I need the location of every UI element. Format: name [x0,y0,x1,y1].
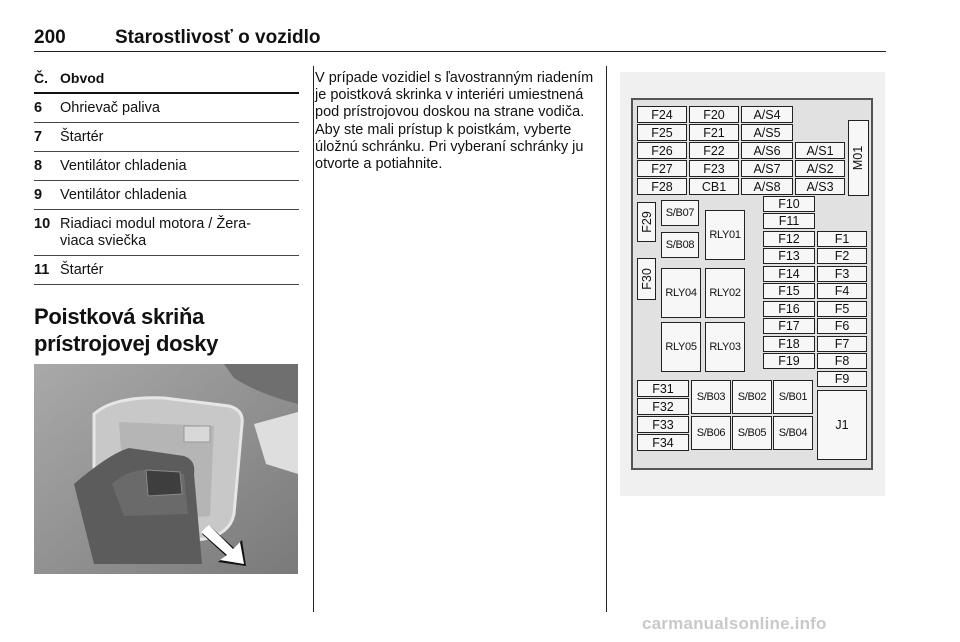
fuse-f27: F27 [637,160,687,177]
fuse-f7: F7 [817,336,867,352]
column-divider [606,66,607,612]
fuse-f25: F25 [637,124,687,141]
fuse-f5: F5 [817,301,867,317]
fuse-f15: F15 [763,283,815,299]
footer-watermark: carmanualsonline.info [642,614,827,633]
left-column [34,52,299,357]
fuse-panel [631,98,873,470]
relay-rly02: RLY02 [705,268,745,318]
glovebox-photo [34,364,298,574]
fuse-f11: F11 [763,213,815,229]
fuse-as4: A/S4 [741,106,793,123]
table-row [34,94,299,123]
fuse-sb03: S/B03 [691,380,731,414]
fuse-f19: F19 [763,353,815,369]
fuse-f10: F10 [763,196,815,212]
section-title: Poistková skriňa prístrojovej dosky [34,304,219,356]
fuse-f18: F18 [763,336,815,352]
fuse-f17: F17 [763,318,815,334]
fuse-f16: F16 [763,301,815,317]
relay-rly01: RLY01 [705,210,745,260]
fuse-as1: A/S1 [795,142,845,159]
fuse-sb06: S/B06 [691,416,731,450]
row-text: Ventilátor chladenia [60,187,187,203]
fuse-sb01: S/B01 [773,380,813,414]
fuse-m01-box [848,120,869,196]
column-divider [313,66,314,612]
table-row [34,152,299,181]
fuse-as2: A/S2 [795,160,845,177]
fuse-f20: F20 [689,106,739,123]
fuse-f9: F9 [817,371,867,387]
table-header-number: Č. [34,70,48,86]
fuse-f33: F33 [637,416,689,433]
fuse-as5: A/S5 [741,124,793,141]
row-text: Riadiaci modul motora / Žera-viaca sviečka [60,216,251,249]
table-row [34,181,299,210]
fuse-f6: F6 [817,318,867,334]
row-number: 8 [34,158,43,174]
row-text: Ohrievač paliva [60,100,160,116]
fuse-as6: A/S6 [741,142,793,159]
fuse-f34: F34 [637,434,689,451]
page-header-title: Starostlivosť o vozidlo [115,27,321,48]
fuse-f32: F32 [637,398,689,415]
fuse-f29: F29 [639,211,654,233]
fuse-m01: M01 [851,145,866,171]
fuse-sb05: S/B05 [732,416,772,450]
fuse-sb07: S/B07 [661,200,699,226]
row-number: 11 [34,262,50,278]
glovebox-illustration [34,364,298,574]
fuse-f22: F22 [689,142,739,159]
row-text: Štartér [60,262,104,278]
fuse-sb08: S/B08 [661,232,699,258]
fuse-box-diagram [620,72,885,496]
fuse-f29-box [637,202,656,242]
row-number: 9 [34,187,43,203]
fuse-f2: F2 [817,248,867,264]
fuse-as7: A/S7 [741,160,793,177]
fuse-f24: F24 [637,106,687,123]
table-row [34,123,299,152]
table-row [34,210,299,256]
connector-j1: J1 [817,390,867,460]
fuse-sb04: S/B04 [773,416,813,450]
fuse-f21: F21 [689,124,739,141]
fuse-f3: F3 [817,266,867,282]
fuse-f13: F13 [763,248,815,264]
fuse-f30: F30 [639,268,654,290]
row-number: 10 [34,216,51,232]
fuse-f1: F1 [817,231,867,247]
fuse-f12: F12 [763,231,815,247]
fuse-f4: F4 [817,283,867,299]
page-number: 200 [34,27,66,48]
fuse-f30-box [637,258,656,300]
fuse-as8: A/S8 [741,178,793,195]
row-text: Štartér [60,129,104,145]
row-number: 7 [34,129,43,145]
fuse-f8: F8 [817,353,867,369]
table-header-circuit: Obvod [60,70,105,86]
relay-rly05: RLY05 [661,322,701,372]
fuse-as3: A/S3 [795,178,845,195]
fuse-sb02: S/B02 [732,380,772,414]
table-row [34,256,299,285]
fuse-f26: F26 [637,142,687,159]
fuse-cb1: CB1 [689,178,739,195]
relay-rly04: RLY04 [661,268,701,318]
fuse-f14: F14 [763,266,815,282]
relay-rly03: RLY03 [705,322,745,372]
fuse-f23: F23 [689,160,739,177]
body-paragraph: V prípade vozidiel s ľavostranným riadením je poistková skrinka v interiéri umiestnená pod prístrojovou doskou na strane vodiča. Aby ste mali prístup k poistkám, vyberte úložnú schránku. Pri vyberaní schránky ju otvorte a potiahnite. [315,70,594,173]
fuse-f31: F31 [637,380,689,397]
table-header [34,52,299,94]
row-number: 6 [34,100,43,116]
row-text: Ventilátor chladenia [60,158,187,174]
fuse-f28: F28 [637,178,687,195]
